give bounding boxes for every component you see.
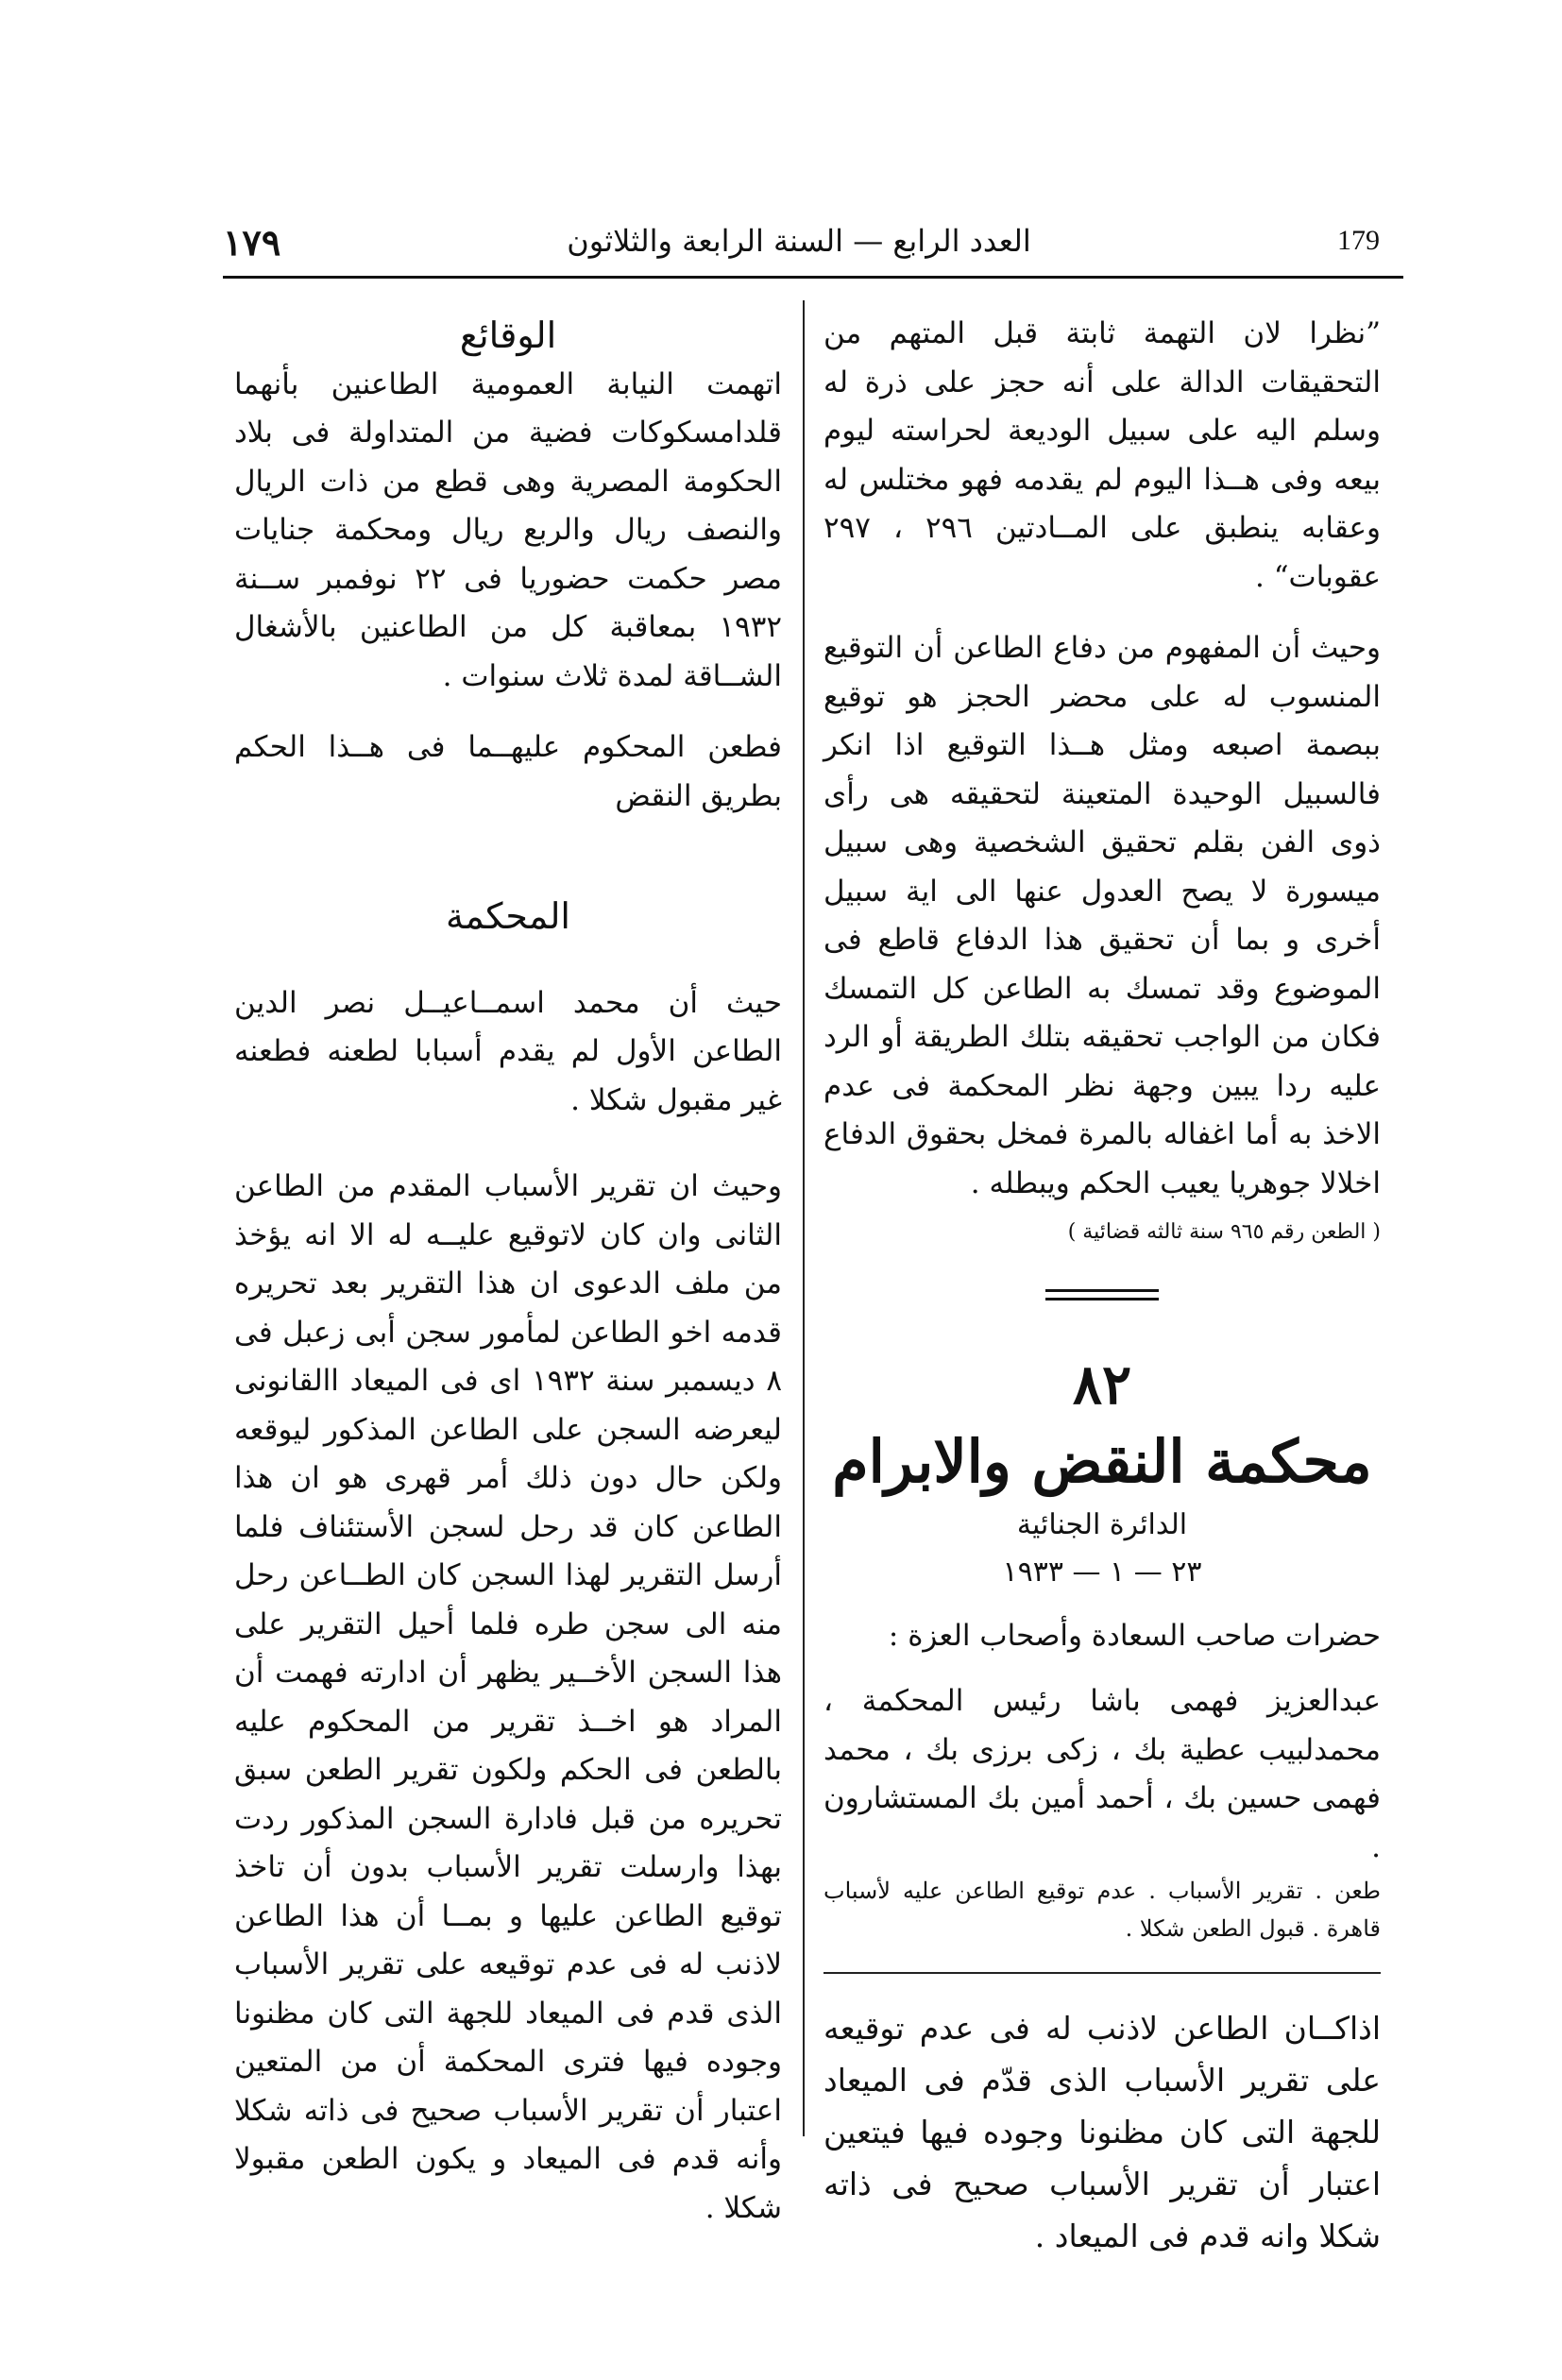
judges-names: عبدالعزيز فهمى باشا رئيس المحكمة ، محمدلبيب عطية بك ، زكى برزى بك ، محمد فهمى حسين بك ، أحمد أمين بك المستشارون . [823,1684,1381,1864]
case-number: ٨٢ [1072,1352,1132,1417]
keywords-rule [823,1972,1381,1974]
court-name: محكمة النقض والابرام [832,1426,1372,1496]
reasoning-paragraph: وحيث أن المفهوم من دفاع الطاعن أن التوقيع المنسوب له على محضر الحجز هو توقيع ببصمة اصبعه ومثل هــذا التوقيع اذا انكر فالسبيل الوحيدة المتعينة لتحقيقه هى رأى ذوى الفن بقلم تحقيق الشخصية وهى سبيل ميسورة لا يصح العدول عنها الى اية سبيل أخرى و بما أن تحقيق هذا الدفاع قاطع فى الموضوع وقد تمسك به الطاعن كل التمسك فكان من الواجب تحقيقه بتلك الطريقة أو الرد عليه ردا يبين وجهة نظر المحكمة فى عدم الاخذ به أما اغفاله بالمرة فمخل بحقوق الدفاع اخلالا جوهريا يعيب الحكم ويبطله . [823,631,1381,1200]
quote-paragraph: ”نظرا لان التهمة ثابتة قبل المتهم من التحقيقات الدالة على أنه حجز على ذرة له وسلم اليه على سبيل الوديعة لحراسته ليوم بيعه وفى هــذا اليوم لم يقدمه فهو مختلس له وعقابه ينطبق على المــادتين ٢٩٦ ، ٢٩٧ عقوبات“ . [823,316,1382,594]
judges-intro: حضرات صاحب السعادة وأصحاب العزة : [888,1618,1381,1653]
summary-paragraph: اذاكــان الطاعن لاذنب له فى عدم توقيعه على تقرير الأسباب الذى قدّم فى الميعاد للجهة التى كان مظنونا وجوده فيها فيتعين اعتبار أن تقرير الأسباب صحيح فى ذاته شكلا وانه قدم فى الميعاد . [823,2010,1381,2254]
page-number-arabic: ١٧٩ [223,221,281,264]
column-divider [803,300,805,2136]
page-header [223,215,1403,272]
issue-title: العدد الرابع — السنة الرابعة والثلاثون [567,223,1031,259]
chamber-name: الدائرة الجنائية [1016,1507,1188,1541]
facts-title: الوقائع [459,314,557,356]
court-paragraph-2: وحيث ان تقرير الأسباب المقدم من الطاعن الثانى وان كان لاتوقيع عليــه له الا انه يؤخذ من ملف الدعوى ان هذا التقرير بعد تحريره قدمه اخو الطاعن لمأمور سجن أبى زعبل فى ٨ ديسمبر سنة ١٩٣٢ اى فى الميعاد االقانونى ليعرضه السجن على الطاعن المذكور ليوقعه ولكن حال دون ذلك أمر قهرى هو ان هذا الطاعن كان قد رحل لسجن الأستئناف فلما أرسل التقرير لهذا السجن كان الطــاعن رحل منه الى سجن طره فلما أحيل التقرير على هذا السجن الأخــير يظهر أن ادارته فهمت أن المراد هو اخــذ تقرير من المحكوم عليه بالطعن فى الحكم ولكون تقرير الطعن سبق تحريره من قبل فادارة السجن المذكور ردت بهذا وارسلت تقرير الأسباب بدون أن تاخذ توقيع الطاعن عليها و بمــا أن هذا الطاعن لاذنب له فى عدم توقيعه على تقرير الأسباب الذى قدم فى الميعاد للجهة التى كان مظنونا وجوده فيها فترى المحكمة أن من المتعين اعتبار أن تقرير الأسباب صحيح فى ذاته شكلا وأنه قدم فى الميعاد و يكون الطعن مقبولا شكلا . [234,1169,782,2225]
court-paragraph-1: حيث أن محمد اسمــاعيــل نصر الدين الطاعن الأول لم يقدم أسبابا لطعنه فطعنه غير مقبول شكلا . [234,985,782,1117]
case-reference: ( الطعن رقم ٩٦٥ سنة ثالثه قضائية ) [1067,1220,1381,1244]
judgment-date: ٢٣ — ١ — ١٩٣٣ [1002,1555,1202,1589]
facts-paragraph: اتهمت النيابة العمومية الطاعنين بأنهما قلدامسكوكات فضية من المتداولة فى بلاد الحكومة المصرية وهى قطع من ذات الريال والنصف ريال والربع ريال ومحكمة جنايات مصر حكمت حضوريا فى ٢٢ نوفمبر ســنة ١٩٣٢ بمعاقبة كل من الطاعنين بالأشغال الشــاقة لمدة ثلاث سنوات . [234,366,782,693]
page-number-latin: 179 [1337,225,1380,256]
appeal-paragraph: فطعن المحكوم عليهــما فى هــذا الحكم بطريق النقض [234,730,782,813]
right-column [823,310,1381,2262]
left-column [234,312,782,2233]
header-rule [223,276,1403,279]
keywords: طعن . تقرير الأسباب . عدم توقيع الطاعن عليه لأسباب قاهرة . قبول الطعن شكلا . [823,1878,1381,1942]
court-section-title: المحكمة [446,895,570,937]
section-double-rule [1045,1289,1159,1300]
